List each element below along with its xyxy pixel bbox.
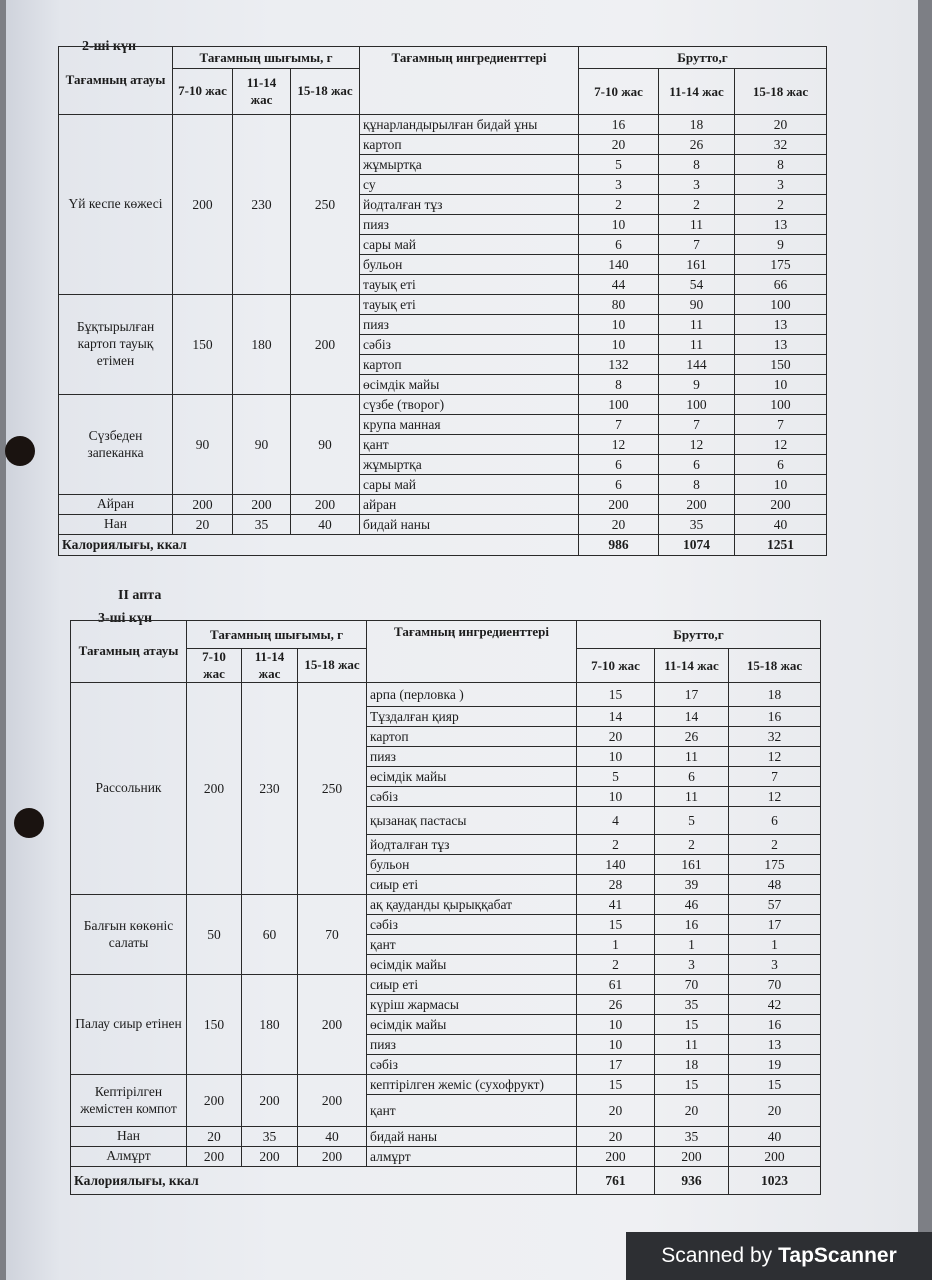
brutto-value: 144 [659,355,735,375]
ingredient-name: қант [367,1095,577,1127]
ingredient-name: сиыр еті [367,875,577,895]
dish-yield: 50 [187,895,242,975]
dish-yield: 230 [233,115,291,295]
brutto-value: 66 [735,275,827,295]
brutto-value: 200 [579,495,659,515]
dish-yield: 200 [233,495,291,515]
brutto-age-header: 7-10 жас [577,649,655,683]
brutto-value: 12 [729,787,821,807]
dish-yield: 200 [298,1075,367,1127]
dish-yield: 150 [173,295,233,395]
ingredient-name: алмұрт [367,1147,577,1167]
brutto-value: 10 [577,787,655,807]
brutto-value: 11 [659,215,735,235]
brutto-value: 35 [655,995,729,1015]
brutto-value: 9 [659,375,735,395]
brutto-value: 19 [729,1055,821,1075]
brutto-value: 32 [729,727,821,747]
week-heading: II апта [118,588,162,603]
brutto-value: 11 [659,315,735,335]
brutto-value: 9 [735,235,827,255]
ingredient-name: сиыр еті [367,975,577,995]
ingredient-name: йодталған тұз [367,835,577,855]
table-row [71,683,821,707]
ingredient-name: пияз [360,315,579,335]
brutto-value: 1 [655,935,729,955]
ingredient-name: сары май [360,235,579,255]
brutto-value: 10 [577,1035,655,1055]
brutto-value: 12 [579,435,659,455]
ingredient-name: бидай наны [367,1127,577,1147]
ingredient-name: картоп [360,355,579,375]
brutto-value: 200 [729,1147,821,1167]
dish-name: Нан [71,1127,187,1147]
brutto-value: 100 [735,395,827,415]
ingredient-name: қызанақ пастасы [367,807,577,835]
dish-yield: 40 [291,515,360,535]
brutto-value: 150 [735,355,827,375]
brutto-value: 5 [577,767,655,787]
brutto-value: 13 [735,215,827,235]
ingredient-name: сәбіз [360,335,579,355]
brutto-value: 70 [655,975,729,995]
brutto-value: 12 [659,435,735,455]
dish-yield: 35 [233,515,291,535]
brutto-value: 12 [735,435,827,455]
ingredient-name: пияз [360,215,579,235]
brutto-value: 6 [579,235,659,255]
brutto-value: 15 [577,915,655,935]
brutto-value: 10 [577,747,655,767]
brutto-value: 7 [659,235,735,255]
brutto-value: 39 [655,875,729,895]
brutto-value: 2 [735,195,827,215]
table-row [59,495,827,515]
ingredient-name: бидай наны [360,515,579,535]
table-row [71,1147,821,1167]
ingredient-name: бульон [360,255,579,275]
brutto-value: 70 [729,975,821,995]
brutto-value: 17 [577,1055,655,1075]
brutto-value: 200 [577,1147,655,1167]
calories-value: 761 [577,1167,655,1195]
brutto-value: 132 [579,355,659,375]
dish-yield: 20 [173,515,233,535]
table-row [71,1075,821,1095]
dish-yield: 180 [233,295,291,395]
brutto-value: 3 [655,955,729,975]
calories-label: Калориялығы, ккал [71,1167,577,1195]
brutto-value: 10 [735,475,827,495]
brutto-value: 6 [735,455,827,475]
brutto-value: 2 [577,955,655,975]
ingredient-name: жұмыртқа [360,455,579,475]
brutto-value: 6 [729,807,821,835]
calories-value: 1074 [659,535,735,556]
dish-yield: 200 [187,1147,242,1167]
brutto-header: Брутто,г [577,621,821,649]
calories-label: Калориялығы, ккал [59,535,579,556]
ingredient-name: күріш жармасы [367,995,577,1015]
scanner-brand: TapScanner [778,1244,897,1267]
brutto-value: 17 [655,683,729,707]
ingredient-name: Тұздалған қияр [367,707,577,727]
brutto-value: 3 [729,955,821,975]
brutto-value: 200 [735,495,827,515]
brutto-value: 7 [659,415,735,435]
ingredient-name: бульон [367,855,577,875]
brutto-value: 11 [655,747,729,767]
ingredient-name: крупа манная [360,415,579,435]
dish-yield: 70 [298,895,367,975]
brutto-value: 32 [735,135,827,155]
brutto-value: 5 [655,807,729,835]
ingredient-name: тауық еті [360,275,579,295]
dish-yield: 200 [291,495,360,515]
brutto-value: 20 [735,115,827,135]
dish-yield: 200 [187,1075,242,1127]
dish-yield: 250 [291,115,360,295]
brutto-value: 20 [579,515,659,535]
dish-name-header: Тағамның атауы [59,47,173,115]
brutto-value: 40 [729,1127,821,1147]
punch-hole [14,808,44,838]
brutto-value: 16 [655,915,729,935]
ingredient-name: құнарландырылған бидай ұны [360,115,579,135]
table-row [59,515,827,535]
dish-yield: 35 [242,1127,298,1147]
brutto-value: 26 [655,727,729,747]
brutto-value: 2 [579,195,659,215]
brutto-value: 44 [579,275,659,295]
dish-yield: 90 [233,395,291,495]
brutto-value: 100 [579,395,659,415]
brutto-value: 11 [655,787,729,807]
brutto-value: 6 [659,455,735,475]
table-row [59,395,827,415]
brutto-value: 20 [577,727,655,747]
brutto-value: 41 [577,895,655,915]
brutto-value: 10 [577,1015,655,1035]
dish-yield: 200 [298,1147,367,1167]
ingredient-name: өсімдік майы [367,767,577,787]
table-row [71,975,821,995]
brutto-value: 20 [577,1127,655,1147]
brutto-value: 35 [655,1127,729,1147]
ingredient-name: сары май [360,475,579,495]
yield-age-header: 15-18 жас [291,69,360,115]
brutto-value: 140 [579,255,659,275]
dish-yield: 60 [242,895,298,975]
dish-name: Бұқтырылған картоп тауық етімен [59,295,173,395]
dish-yield: 200 [173,495,233,515]
brutto-value: 10 [579,315,659,335]
dish-yield: 200 [187,683,242,895]
ingredients-header: Тағамның ингредиенттері [360,47,579,115]
calories-row [59,535,827,556]
brutto-value: 175 [729,855,821,875]
brutto-value: 46 [655,895,729,915]
dish-yield: 200 [298,975,367,1075]
brutto-value: 175 [735,255,827,275]
brutto-value: 28 [577,875,655,895]
brutto-value: 10 [579,215,659,235]
dish-yield: 90 [291,395,360,495]
brutto-value: 8 [659,475,735,495]
brutto-value: 15 [577,1075,655,1095]
brutto-value: 4 [577,807,655,835]
brutto-value: 18 [655,1055,729,1075]
brutto-value: 100 [659,395,735,415]
brutto-value: 13 [729,1035,821,1055]
brutto-value: 2 [655,835,729,855]
brutto-value: 3 [735,175,827,195]
dish-yield: 90 [173,395,233,495]
brutto-header: Брутто,г [579,47,827,69]
ingredient-name: өсімдік майы [360,375,579,395]
brutto-value: 2 [729,835,821,855]
brutto-value: 5 [579,155,659,175]
brutto-value: 13 [735,335,827,355]
day3-menu-table [70,620,821,1195]
table-row [71,1127,821,1147]
ingredient-name: су [360,175,579,195]
yield-age-header: 7-10 жас [173,69,233,115]
brutto-value: 200 [655,1147,729,1167]
table-row [71,895,821,915]
brutto-value: 15 [577,683,655,707]
dish-yield: 20 [187,1127,242,1147]
brutto-value: 161 [655,855,729,875]
ingredient-name: картоп [360,135,579,155]
dish-name: Айран [59,495,173,515]
dish-yield: 200 [173,115,233,295]
brutto-value: 16 [729,1015,821,1035]
brutto-value: 20 [655,1095,729,1127]
brutto-value: 6 [655,767,729,787]
yield-header: Тағамның шығымы, г [173,47,360,69]
scanner-prefix: Scanned by [661,1244,773,1267]
yield-age-header: 11-14 жас [233,69,291,115]
brutto-value: 18 [729,683,821,707]
brutto-value: 15 [655,1075,729,1095]
yield-age-header: 15-18 жас [298,649,367,683]
brutto-value: 18 [659,115,735,135]
brutto-age-header: 15-18 жас [729,649,821,683]
scanner-watermark [626,1232,932,1280]
calories-value: 1251 [735,535,827,556]
brutto-value: 12 [729,747,821,767]
brutto-value: 6 [579,475,659,495]
calories-value: 1023 [729,1167,821,1195]
table-row [59,115,827,135]
brutto-value: 48 [729,875,821,895]
ingredients-header: Тағамның ингредиенттері [367,621,577,683]
brutto-value: 14 [577,707,655,727]
calories-value: 936 [655,1167,729,1195]
dish-name: Алмұрт [71,1147,187,1167]
dish-name: Сүзбеден запеканка [59,395,173,495]
brutto-value: 1 [729,935,821,955]
brutto-value: 13 [735,315,827,335]
ingredient-name: өсімдік майы [367,1015,577,1035]
brutto-value: 20 [579,135,659,155]
yield-age-header: 7-10 жас [187,649,242,683]
day2-menu-table [58,46,827,556]
dish-yield: 230 [242,683,298,895]
ingredient-name: жұмыртқа [360,155,579,175]
calories-row [71,1167,821,1195]
yield-age-header: 11-14 жас [242,649,298,683]
brutto-value: 42 [729,995,821,1015]
brutto-value: 26 [577,995,655,1015]
ingredient-name: өсімдік майы [367,955,577,975]
dish-name: Нан [59,515,173,535]
dish-yield: 150 [187,975,242,1075]
brutto-value: 2 [659,195,735,215]
brutto-value: 140 [577,855,655,875]
dish-yield: 200 [242,1075,298,1127]
dish-yield: 250 [298,683,367,895]
brutto-value: 200 [659,495,735,515]
dish-name: Рассольник [71,683,187,895]
ingredient-name: қант [360,435,579,455]
brutto-value: 10 [735,375,827,395]
ingredient-name: сәбіз [367,1055,577,1075]
brutto-value: 100 [735,295,827,315]
brutto-age-header: 11-14 жас [659,69,735,115]
day3-heading: 3-ші күн [98,611,153,626]
brutto-value: 20 [577,1095,655,1127]
ingredient-name: тауық еті [360,295,579,315]
brutto-value: 80 [579,295,659,315]
dish-name: Палау сиыр етінен [71,975,187,1075]
brutto-value: 16 [579,115,659,135]
day2-heading: 2-ші күн [82,39,137,54]
brutto-value: 3 [579,175,659,195]
brutto-value: 26 [659,135,735,155]
brutto-value: 7 [735,415,827,435]
brutto-value: 11 [659,335,735,355]
ingredient-name: кептірілген жеміс (сухофрукт) [367,1075,577,1095]
ingredient-name: йодталған тұз [360,195,579,215]
brutto-value: 8 [735,155,827,175]
brutto-value: 54 [659,275,735,295]
brutto-value: 1 [577,935,655,955]
brutto-value: 40 [735,515,827,535]
table-row [59,295,827,315]
brutto-value: 10 [579,335,659,355]
brutto-value: 16 [729,707,821,727]
ingredient-name: картоп [367,727,577,747]
brutto-value: 20 [729,1095,821,1127]
punch-hole [5,436,35,466]
brutto-value: 3 [659,175,735,195]
brutto-age-header: 7-10 жас [579,69,659,115]
brutto-value: 35 [659,515,735,535]
ingredient-name: сүзбе (творог) [360,395,579,415]
dish-yield: 180 [242,975,298,1075]
dish-yield: 40 [298,1127,367,1147]
brutto-value: 161 [659,255,735,275]
brutto-value: 8 [659,155,735,175]
brutto-value: 7 [729,767,821,787]
dish-name: Балғын көкөніс салаты [71,895,187,975]
ingredient-name: арпа (перловка ) [367,683,577,707]
dish-name: Кептірілген жемістен компот [71,1075,187,1127]
brutto-value: 8 [579,375,659,395]
brutto-value: 17 [729,915,821,935]
brutto-value: 7 [579,415,659,435]
ingredient-name: ақ қауданды қырыққабат [367,895,577,915]
ingredient-name: айран [360,495,579,515]
ingredient-name: сәбіз [367,915,577,935]
brutto-value: 15 [729,1075,821,1095]
dish-name-header: Тағамның атауы [71,621,187,683]
brutto-age-header: 15-18 жас [735,69,827,115]
ingredient-name: пияз [367,747,577,767]
brutto-value: 11 [655,1035,729,1055]
dish-yield: 200 [291,295,360,395]
brutto-value: 2 [577,835,655,855]
brutto-age-header: 11-14 жас [655,649,729,683]
brutto-value: 14 [655,707,729,727]
ingredient-name: пияз [367,1035,577,1055]
brutto-value: 57 [729,895,821,915]
calories-value: 986 [579,535,659,556]
ingredient-name: қант [367,935,577,955]
brutto-value: 90 [659,295,735,315]
ingredient-name: сәбіз [367,787,577,807]
yield-header: Тағамның шығымы, г [187,621,367,649]
dish-yield: 200 [242,1147,298,1167]
brutto-value: 15 [655,1015,729,1035]
dish-name: Үй кеспе көжесі [59,115,173,295]
brutto-value: 6 [579,455,659,475]
brutto-value: 61 [577,975,655,995]
